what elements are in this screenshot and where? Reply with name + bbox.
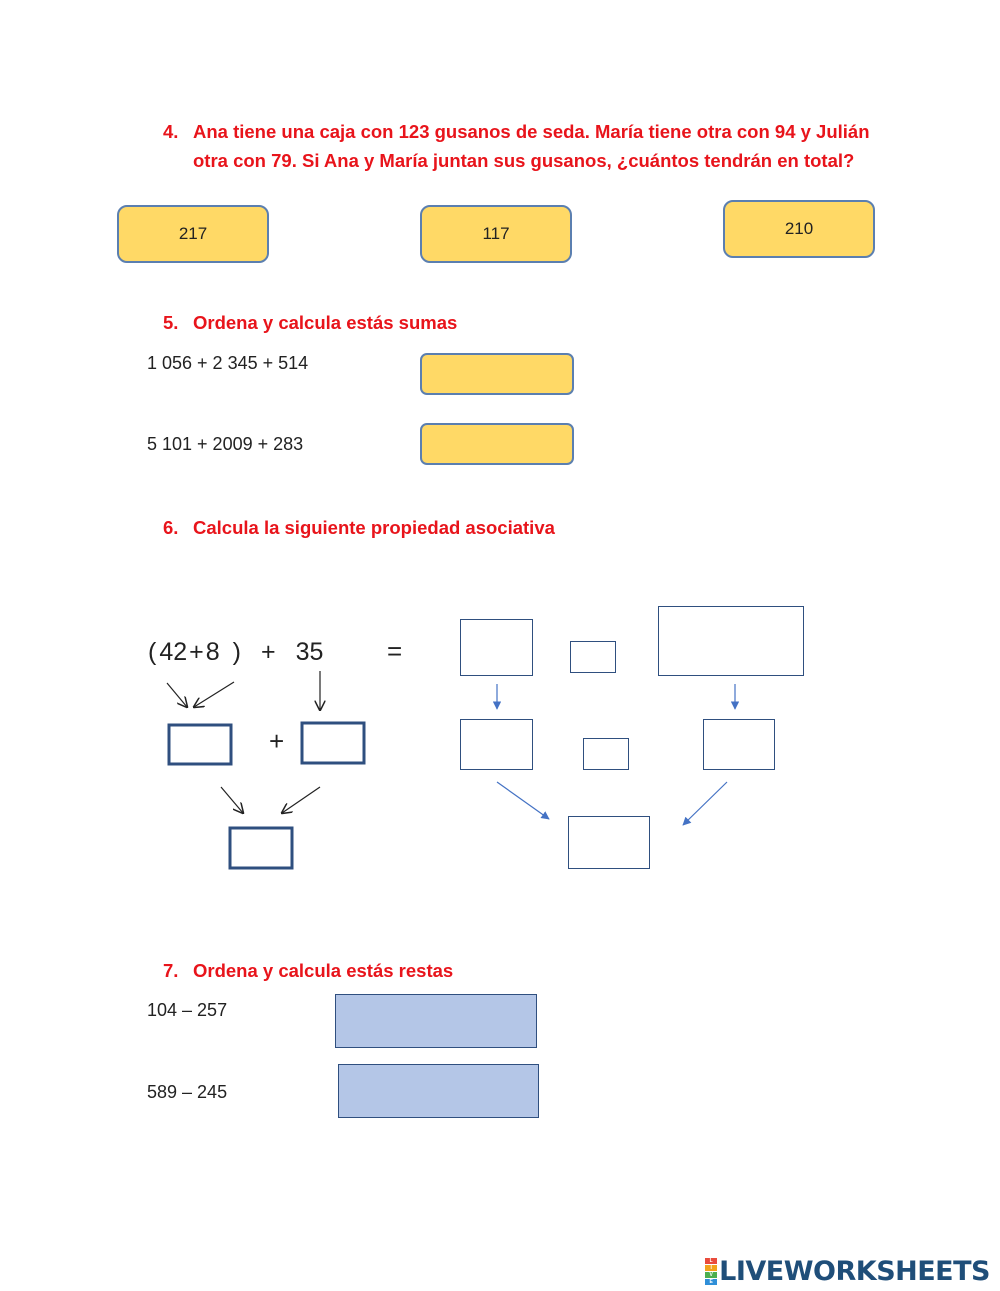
- answer-box-r1-group[interactable]: [659, 607, 804, 676]
- answer-box-sum-parenthesis[interactable]: [169, 725, 231, 764]
- question-title: Ordena y calcula estás restas: [193, 960, 454, 981]
- paren-close: ): [232, 638, 241, 666]
- plus-sign: +: [260, 638, 276, 666]
- subtraction-expression-1: 104 – 257: [147, 1000, 228, 1020]
- plus-sign-middle: +: [269, 726, 285, 756]
- sum-expression-1: 1 056 + 2 345 + 514: [147, 353, 309, 373]
- answer-box-r2-left[interactable]: [461, 720, 533, 770]
- logo-letter: E: [705, 1279, 717, 1285]
- answer-option-2[interactable]: 117: [420, 205, 572, 263]
- arrow-icon: [221, 787, 243, 813]
- answer-option-1[interactable]: 217: [117, 205, 269, 263]
- question-text-line-2: otra con 79. Si Ana y María juntan sus gusanos, ¿cuántos tendrán en total?: [193, 150, 855, 171]
- arrow-icon: [683, 782, 727, 825]
- sum-expression-2: 5 101 + 2009 + 283: [147, 434, 304, 454]
- operand-35: 35: [295, 638, 324, 666]
- subtraction-expression-2: 589 – 245: [147, 1082, 228, 1102]
- subtraction-answer-input-1[interactable]: [335, 994, 537, 1048]
- question-number: 7.: [163, 960, 179, 981]
- logo-mark-icon: [705, 1258, 717, 1285]
- equals-sign: =: [387, 636, 403, 666]
- question-title: Ordena y calcula estás sumas: [193, 312, 458, 333]
- operand-42: 42: [159, 638, 188, 666]
- answer-box-r1[interactable]: [461, 620, 533, 676]
- logo-letter: L: [705, 1258, 717, 1264]
- answer-box-left-result[interactable]: [230, 828, 292, 868]
- question-title: Calcula la siguiente propiedad asociativa: [193, 517, 555, 538]
- question-number: 4.: [163, 121, 179, 142]
- paren-open: (: [148, 638, 157, 666]
- arrow-icon: [194, 682, 234, 707]
- answer-option-3[interactable]: 210: [723, 200, 875, 258]
- subtraction-answer-input-2[interactable]: [338, 1064, 539, 1118]
- logo-letter: I: [705, 1265, 717, 1271]
- arrow-icon: [497, 782, 549, 819]
- plus-sign: +: [189, 638, 204, 666]
- question-number: 5.: [163, 312, 179, 333]
- question-number: 6.: [163, 517, 179, 538]
- operand-8: 8: [205, 638, 220, 666]
- answer-box-r1-operator[interactable]: [571, 642, 616, 673]
- logo-text: LIVEWORKSHEETS: [719, 1255, 990, 1287]
- answer-box-r2-operator[interactable]: [584, 739, 629, 770]
- arrow-icon: [167, 683, 187, 707]
- answer-box-r2-right[interactable]: [704, 720, 775, 770]
- answer-box-35[interactable]: [302, 723, 364, 763]
- answer-box-right-result[interactable]: [569, 817, 650, 869]
- question-text-line-1: Ana tiene una caja con 123 gusanos de seda. María tiene otra con 94 y Julián: [193, 121, 870, 142]
- logo-letter: V: [705, 1272, 717, 1278]
- arrow-icon: [282, 787, 320, 813]
- liveworksheets-logo: [705, 1254, 990, 1288]
